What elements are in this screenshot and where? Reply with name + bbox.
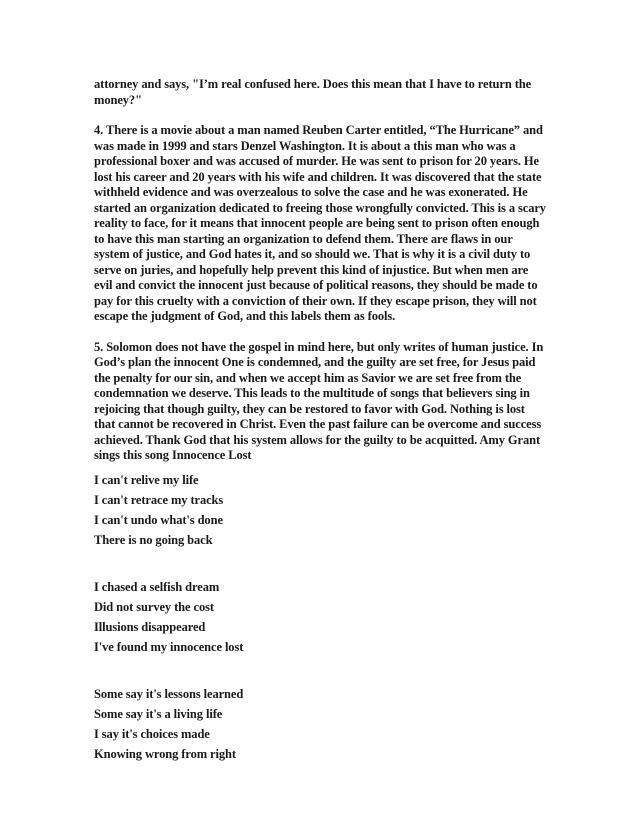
lyrics-stanza-1 xyxy=(94,470,546,550)
lyric-line: Knowing wrong from right xyxy=(94,746,236,761)
song-lyrics xyxy=(94,470,546,764)
document-body xyxy=(94,77,546,791)
lyric-line: There is no going back xyxy=(94,532,213,547)
paragraph-point-5: 5. Solomon does not have the gospel in mind here, but only writes of human justice. In God’s plan the innocent One is condemned, and the guilty are set free, for Jesus paid the penalty for our sin, and when we accept him as Savior we are set free from the condemnation we deserve. This leads to the multitude of songs that believers sing in rejoicing that though guilty, they can be restored to favor with God. Nothing is lost that cannot be recovered in Christ. Even the past failure can be overcome and success achieved. Thank God that his system allows for the guilty to be acquitted. Amy Grant sings this song Innocence Lost xyxy=(94,339,544,462)
lyric-line: I can't relive my life xyxy=(94,472,199,487)
lyric-line: I can't retrace my tracks xyxy=(94,492,224,507)
lyrics-stanza-3 xyxy=(94,684,546,764)
lyric-line: Some say it's lessons learned xyxy=(94,686,244,701)
lyrics-stanza-2 xyxy=(94,577,546,657)
lyric-line: I can't undo what's done xyxy=(94,512,223,527)
lyric-line: Illusions disappeared xyxy=(94,619,206,634)
lyric-line: I've found my innocence lost xyxy=(94,639,244,654)
lyric-line: Some say it's a living life xyxy=(94,706,223,721)
lyric-line: I chased a selfish dream xyxy=(94,579,220,594)
paragraph-point-4: 4. There is a movie about a man named Reuben Carter entitled, “The Hurricane” and was made in 1999 and stars Denzel Washington. It is about a this man who was a professional boxer and was accused of murder. He was sent to prison for 20 years. He lost his career and 20 years with his wife and children. It was discovered that the state withheld evidence and was overzealous to solve the case and he was exonerated. He started an organization dedicated to freeing those wrongfully convicted. This is a scary reality to face, for it means that innocent people are being sent to prison often enough to have this man starting an organization to defend them. There are flaws in our system of justice, and God hates it, and so should we. That is why it is a civil duty to serve on juries, and hopefully help prevent this kind of injustice. But when men are evil and convict the innocent just because of political reasons, they should be made to pay for this cruelty with a conviction of their own. If they escape prison, they will not escape the judgment of God, and this labels them as fools. xyxy=(94,123,546,323)
lyric-line: I say it's choices made xyxy=(94,726,210,741)
lyric-line: Did not survey the cost xyxy=(94,599,214,614)
paragraph-continuation: attorney and says, "I’m real confused here. Does this mean that I have to return the money?" xyxy=(94,77,532,107)
